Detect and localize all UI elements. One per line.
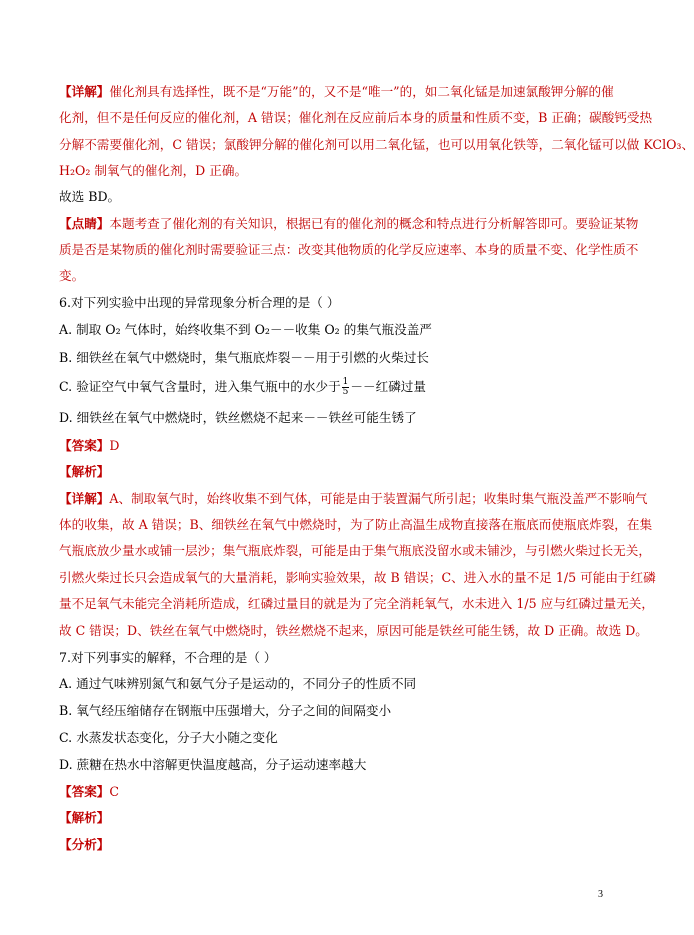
q7-option-b: B. 氧气经压缩储存在钢瓶中压强增大，分子之间的间隔变小 xyxy=(59,703,392,718)
q6-option-d: D. 细铁丝在氧气中燃烧时，铁丝燃烧不起来－－铁丝可能生锈了 xyxy=(59,410,417,425)
q7-option-a: A. 通过气味辨别氮气和氨气分子是运动的，不同分子的性质不同 xyxy=(59,676,417,691)
q6-detail-line-3: 气瓶底放少量水或铺一层沙；集气瓶底炸裂，可能是由于集气瓶底没留水或未铺沙，与引燃火柴过长无关， xyxy=(59,543,651,558)
fraction-one-fifth: $\frac{1}{5}$ xyxy=(342,377,349,397)
q6-detail-line-2: 体的收集，故 A 错误；B、细铁丝在氧气中燃烧时，为了防止高温生成物直接落在瓶底而使瓶底炸裂，在集 xyxy=(59,517,653,532)
q7-option-c: C. 水蒸发状态变化，分子大小随之变化 xyxy=(59,730,278,745)
q6-detail-line-6: 故 C 错误；D、铁丝在氧气中燃烧时，铁丝燃烧不起来，原因可能是铁丝可能生锈，故 D 正确。故选 D。 xyxy=(59,623,648,638)
q6-answer: 【答案】D xyxy=(59,438,120,453)
detail-1-line-4: H₂O₂ 制氧气的催化剂，D 正确。 xyxy=(59,163,248,178)
detail-1-line-2: 化剂，但不是任何反应的催化剂，A 错误；催化剂在反应前后本身的质量和性质不变，B 正确；碳酸钙受热 xyxy=(59,110,653,125)
point-line-1: 【点睛】本题考查了催化剂的有关知识，根据已有的催化剂的概念和特点进行分析解答即可。要验证某物 xyxy=(59,216,639,231)
q6-detail-line-1: 【详解】A、制取氧气时，始终收集不到气体，可能是由于装置漏气所引起；收集时集气瓶没盖严不影响气 xyxy=(59,491,648,506)
q6-detail-line-4: 引燃火柴过长只会造成氧气的大量消耗，影响实验效果，故 B 错误；C、进入水的量不足 1/5 可能由于红磷 xyxy=(59,570,656,585)
detail-1-conclusion: 故选 BD。 xyxy=(59,189,121,204)
q6-option-a: A. 制取 O₂ 气体时，始终收集不到 O₂－－收集 O₂ 的集气瓶没盖严 xyxy=(59,322,432,337)
q6-analysis-tag: 【解析】 xyxy=(59,464,110,479)
q7-answer: 【答案】C xyxy=(59,784,120,799)
point-line-3: 变。 xyxy=(59,268,85,283)
q6-option-c: C. 验证空气中氧气含量时，进入集气瓶中的水少于 $\frac{1}{5}$ －－红磷过量 xyxy=(59,377,426,397)
q6-detail-line-5: 量不足氧气未能完全消耗所造成，红磷过量目的就是为了完全消耗氧气，水未进入 1/5 应与红磷过量无关， xyxy=(59,596,654,611)
q6-option-b: B. 细铁丝在氧气中燃烧时，集气瓶底炸裂－－用于引燃的火柴过长 xyxy=(59,350,429,365)
point-line-2: 质是否是某物质的催化剂时需要验证三点：改变其他物质的化学反应速率、本身的质量不变、化学性质不 xyxy=(59,242,639,257)
detail-1-line-1: 【详解】催化剂具有选择性，既不是“万能”的，又不是“唯一”的，如二氧化锰是加速氯酸钾分解的催 xyxy=(59,84,614,99)
detail-1-line-3: 分解不需要催化剂，C 错误；氯酸钾分解的催化剂可以用二氧化锰，也可以用氧化铁等，二氧化锰可以做 KClO₃、 xyxy=(59,137,694,152)
point-tag: 【点睛】 xyxy=(59,216,110,231)
q7-analysis2-tag: 【分析】 xyxy=(59,837,110,852)
q6-stem: 6.对下列实验中出现的异常现象分析合理的是（ ） xyxy=(59,295,340,310)
q7-stem: 7.对下列事实的解释，不合理的是（ ） xyxy=(59,650,277,665)
q7-analysis-tag: 【解析】 xyxy=(59,810,110,825)
q7-option-d: D. 蔗糖在热水中溶解更快温度越高，分子运动速率越大 xyxy=(59,757,367,772)
detail-tag: 【详解】 xyxy=(59,84,110,99)
page-number: 3 xyxy=(598,889,603,900)
